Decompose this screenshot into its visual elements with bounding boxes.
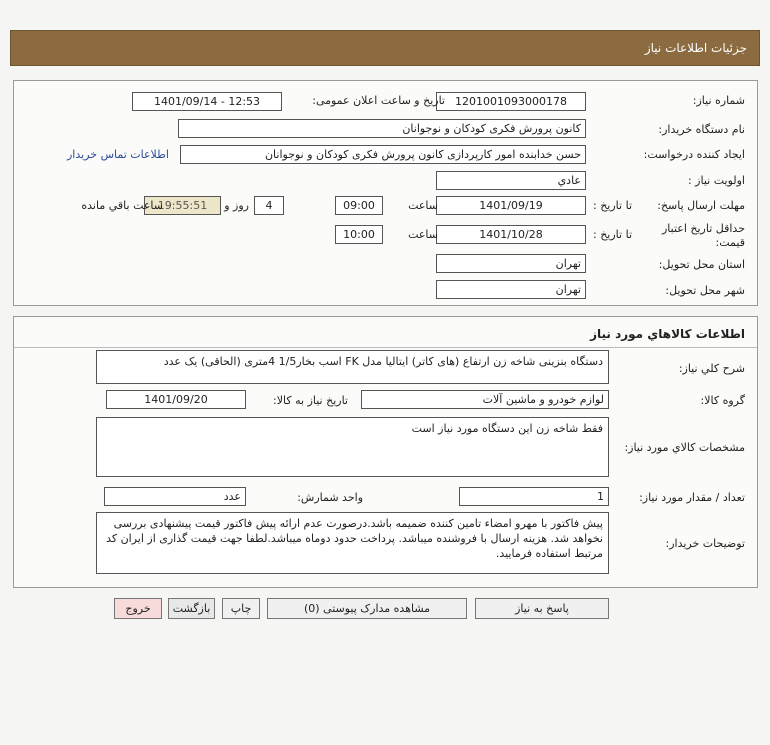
- requester-label: ایجاد کننده درخواست:: [643, 148, 745, 161]
- remaining-time-field: 19:55:51: [144, 196, 221, 215]
- validity-time-field: 10:00: [335, 225, 383, 244]
- goods-group-label: گروه کالا:: [700, 394, 745, 407]
- need-number-field: 1201001093000178: [436, 92, 586, 111]
- city-field: تهران: [436, 280, 586, 299]
- quantity-field: 1: [459, 487, 609, 506]
- validity-to-date-label: تا تاریخ :: [593, 228, 632, 241]
- need-date-label: تاریخ نیاز به کالا:: [273, 394, 348, 407]
- deadline-date-field: 1401/09/19: [436, 196, 586, 215]
- goods-specs-field: فقط شاخه زن این دستگاه مورد نیاز است: [96, 417, 609, 477]
- buyer-org-field: کانون پرورش فکری کودکان و نوجوانان: [178, 119, 586, 138]
- announce-datetime-field: 1401/09/14 - 12:53: [132, 92, 282, 111]
- goods-panel: [13, 316, 758, 588]
- validity-date-field: 1401/10/28: [436, 225, 586, 244]
- buyer-notes-field: پیش فاکتور با مهرو امضاء تامین کننده ضمیمه باشد.درصورت عدم ارائه پیش فاکتور قیمت پیشنهادی بررسی نخواهد شد. هزینه ارسال با فروشنده میباشد. پرداخت حدود دوماه میباشد.لطفا جهت قیمت گذاری از ایران کد مرتبط استفاده فرمایید.: [96, 512, 609, 574]
- general-desc-field: دستگاه بنزینی شاخه زن ارتفاع (های کاتر) ایتالیا مدل FK اسب بخار1/5 4متری (الحاقی) یک عدد: [96, 350, 609, 384]
- province-field: تهران: [436, 254, 586, 273]
- goods-section-title: اطلاعات کالاهاي مورد نیاز: [590, 327, 745, 341]
- need-details-panel: [13, 80, 758, 306]
- view-attachments-button[interactable]: مشاهده مدارک پیوستی (0): [267, 598, 467, 619]
- section-divider: [14, 347, 757, 348]
- reply-to-need-button[interactable]: پاسخ به نیاز: [475, 598, 609, 619]
- general-desc-label: شرح کلي نیاز:: [678, 362, 745, 375]
- requester-field: حسن خدابنده امور کارپردازی کانون پرورش فکری کودکان و نوجوانان: [180, 145, 586, 164]
- province-label: استان محل تحویل:: [658, 258, 745, 271]
- exit-button[interactable]: خروج: [114, 598, 162, 619]
- unit-label: واحد شمارش:: [297, 491, 363, 504]
- buyer-notes-label: توضیحات خریدار:: [665, 537, 745, 550]
- goods-group-field: لوازم خودرو و ماشین آلات: [361, 390, 609, 409]
- deadline-time-field: 09:00: [335, 196, 383, 215]
- days-remaining-field: 4: [254, 196, 284, 215]
- deadline-time-label: ساعت: [408, 199, 438, 212]
- buyer-contact-link[interactable]: اطلاعات تماس خریدار: [67, 148, 169, 161]
- priority-label: اولویت نیاز :: [687, 174, 745, 187]
- remaining-time-label: ساعت باقي مانده: [81, 199, 163, 212]
- unit-field: عدد: [104, 487, 246, 506]
- city-label: شهر محل تحویل:: [665, 284, 745, 297]
- page-header: [10, 30, 760, 66]
- goods-specs-label: مشخصات کالاي مورد نیاز:: [624, 441, 745, 454]
- need-number-label: شماره نیاز:: [692, 94, 745, 107]
- validity-label: حداقل تاریخ اعتبار قیمت:: [661, 222, 745, 249]
- back-button[interactable]: بازگشت: [168, 598, 215, 619]
- need-date-field: 1401/09/20: [106, 390, 246, 409]
- buyer-org-label: نام دستگاه خریدار:: [658, 123, 745, 136]
- deadline-label: مهلت ارسال پاسخ:: [657, 199, 745, 212]
- announce-datetime-label: تاریخ و ساعت اعلان عمومی:: [312, 94, 445, 107]
- deadline-to-date-label: تا تاریخ :: [593, 199, 632, 212]
- priority-field: عادي: [436, 171, 586, 190]
- page-title: جزئیات اطلاعات نیاز: [644, 41, 747, 55]
- quantity-label: تعداد / مقدار مورد نیاز:: [639, 491, 745, 504]
- validity-time-label: ساعت: [408, 228, 438, 241]
- days-label: روز و: [224, 199, 249, 212]
- print-button[interactable]: چاپ: [222, 598, 260, 619]
